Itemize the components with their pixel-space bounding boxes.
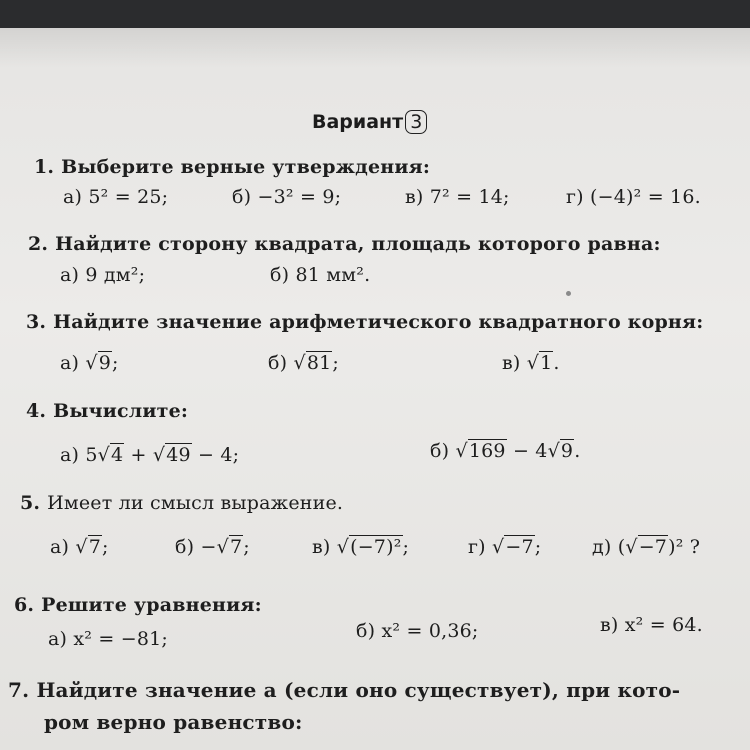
q5-option-b bbox=[175, 536, 250, 558]
question-1-text: Выберите верные утверждения: bbox=[61, 156, 431, 178]
q6-option-c: в) x² = 64. bbox=[600, 614, 703, 636]
sqrt-icon: √9 bbox=[547, 440, 574, 462]
q5-option-a-label: а) bbox=[50, 536, 70, 558]
question-5-text: Имеет ли смысл выражение. bbox=[47, 492, 344, 514]
q5-option-b-end: ; bbox=[243, 536, 250, 558]
q3-option-a-radicand: 9 bbox=[98, 352, 111, 374]
q3-option-a bbox=[60, 352, 119, 374]
q4-option-b-minus: − 4 bbox=[506, 440, 548, 462]
variant-number: 3 bbox=[405, 110, 427, 134]
q5-option-a-end: ; bbox=[102, 536, 109, 558]
question-7-heading bbox=[8, 678, 680, 702]
question-3-heading bbox=[26, 311, 704, 333]
q5-option-e-end: )² ? bbox=[668, 536, 701, 558]
question-2-number: 2. bbox=[28, 233, 49, 255]
variant-label: Вариант bbox=[312, 111, 404, 133]
question-7-number: 7. bbox=[8, 678, 30, 702]
q5-option-a bbox=[50, 536, 109, 558]
q3-option-c bbox=[502, 352, 560, 374]
q4-option-a-radicand-2: 49 bbox=[166, 444, 191, 466]
q5-option-e-radicand: −7 bbox=[638, 536, 668, 558]
q3-option-b bbox=[268, 352, 339, 374]
q5-option-c bbox=[312, 536, 409, 558]
question-7-text: Найдите значение a (если оно существует), при кото- bbox=[36, 678, 681, 702]
q3-option-a-end: ; bbox=[112, 352, 119, 374]
q3-option-a-label: а) bbox=[60, 352, 80, 374]
q5-option-d-end: ; bbox=[534, 536, 542, 558]
question-4-number: 4. bbox=[26, 400, 47, 422]
variant-title bbox=[312, 110, 427, 134]
sqrt-icon: √−7 bbox=[625, 536, 668, 558]
q1-option-b: б) −3² = 9; bbox=[232, 186, 342, 208]
q4-option-b-label: б) bbox=[430, 440, 450, 462]
sqrt-icon: √−7 bbox=[492, 536, 534, 558]
question-1-heading bbox=[34, 156, 430, 178]
sqrt-icon: √4 bbox=[97, 444, 124, 466]
q4-option-a bbox=[60, 444, 239, 466]
question-4-text: Вычислите: bbox=[53, 400, 189, 422]
q5-option-b-radicand: 7 bbox=[229, 536, 243, 558]
sqrt-icon: √7 bbox=[216, 536, 243, 558]
sqrt-icon: √81 bbox=[293, 352, 332, 374]
q5-option-c-label: в) bbox=[312, 536, 331, 558]
q4-option-b-radicand-2: 9 bbox=[560, 440, 574, 462]
q5-option-d-label: г) bbox=[468, 536, 486, 558]
question-1-number: 1. bbox=[34, 156, 55, 178]
q2-option-a: а) 9 дм²; bbox=[60, 264, 146, 286]
q5-option-e-label: д) ( bbox=[592, 536, 626, 558]
question-3-number: 3. bbox=[26, 311, 47, 333]
q6-option-b: б) x² = 0,36; bbox=[356, 620, 479, 642]
q4-option-a-plus: + bbox=[124, 444, 153, 466]
question-7-text-line-2: ром верно равенство: bbox=[44, 710, 303, 734]
q3-option-c-label: в) bbox=[502, 352, 521, 374]
q3-option-c-end: . bbox=[553, 352, 560, 374]
sqrt-icon: √49 bbox=[152, 444, 191, 466]
q5-option-d bbox=[468, 536, 541, 558]
question-3-text: Найдите значение арифметического квадратного корня: bbox=[53, 311, 704, 333]
q4-option-a-radicand-1: 4 bbox=[110, 444, 124, 466]
question-5-number: 5. bbox=[20, 492, 41, 514]
q1-option-d: г) (−4)² = 16. bbox=[566, 186, 701, 208]
q5-option-b-label: б) − bbox=[175, 536, 217, 558]
q5-option-e bbox=[592, 536, 700, 558]
q3-option-b-radicand: 81 bbox=[306, 352, 332, 374]
q4-option-a-label: а) 5 bbox=[60, 444, 98, 466]
question-4-heading bbox=[26, 400, 188, 422]
question-6-heading bbox=[14, 594, 262, 616]
q1-option-a: а) 5² = 25; bbox=[63, 186, 169, 208]
question-6-text: Решите уравнения: bbox=[41, 594, 262, 616]
q6-option-a: а) x² = −81; bbox=[48, 628, 169, 650]
question-5-heading bbox=[20, 492, 343, 514]
sqrt-icon: √7 bbox=[75, 536, 101, 558]
q1-option-c: в) 7² = 14; bbox=[405, 186, 510, 208]
q4-option-a-end: − 4; bbox=[191, 444, 240, 466]
question-6-number: 6. bbox=[14, 594, 35, 616]
q3-option-b-label: б) bbox=[268, 352, 288, 374]
sqrt-icon: √1 bbox=[526, 352, 553, 374]
sqrt-icon: √(−7)² bbox=[336, 536, 402, 558]
ink-dot bbox=[566, 291, 571, 296]
q4-option-b-end: . bbox=[574, 440, 581, 462]
question-2-heading bbox=[28, 233, 661, 255]
q5-option-a-radicand: 7 bbox=[88, 536, 101, 558]
q5-option-d-radicand: −7 bbox=[505, 536, 534, 558]
sqrt-icon: √9 bbox=[85, 352, 111, 374]
q4-option-b bbox=[430, 440, 580, 462]
q4-option-b-radicand-1: 169 bbox=[468, 440, 506, 462]
question-2-text: Найдите сторону квадрата, площадь которого равна: bbox=[55, 233, 661, 255]
worksheet-page bbox=[0, 28, 750, 750]
q3-option-c-radicand: 1 bbox=[540, 352, 553, 374]
sqrt-icon: √169 bbox=[455, 440, 506, 462]
q5-option-c-radicand: (−7)² bbox=[350, 536, 402, 558]
q3-option-b-end: ; bbox=[332, 352, 340, 374]
q5-option-c-end: ; bbox=[402, 536, 410, 558]
q2-option-b: б) 81 мм². bbox=[270, 264, 371, 286]
